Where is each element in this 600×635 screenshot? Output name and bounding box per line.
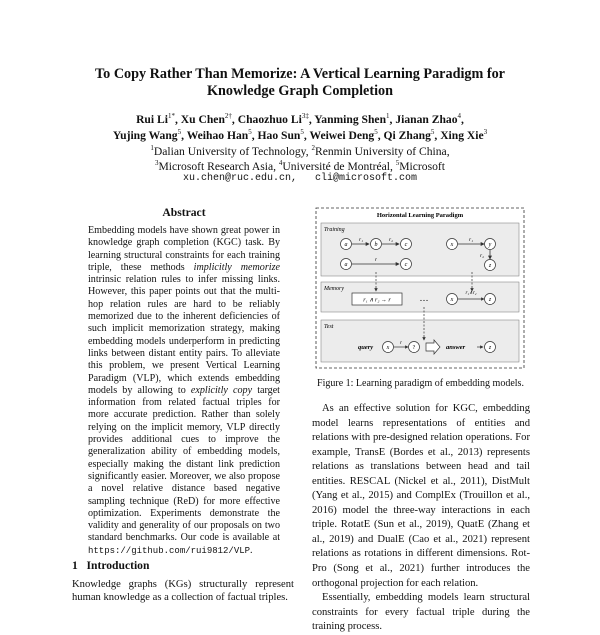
affil-mark: 1 — [150, 144, 154, 153]
intro-body: Knowledge graphs (KGs) structurally represent human knowledge as a collection of factual triples. — [72, 579, 294, 603]
author-name: Yujing Wang — [112, 129, 178, 142]
author-mark: 5 — [248, 128, 252, 137]
title-line-2: Knowledge Graph Completion — [206, 83, 394, 99]
edge-label-r1-x: r₁ — [468, 237, 474, 243]
affil-mark: 2 — [311, 144, 315, 153]
author-name: Qi Zhang — [383, 129, 431, 142]
paragraph-2: Essentially, embedding models learn structural constraints for every factual triple during the training process. — [312, 592, 530, 633]
memory-ellipsis: … — [419, 293, 429, 303]
memory-node-label-z: z — [488, 297, 492, 303]
intro-heading: 1 Introduction — [72, 559, 150, 572]
node-label-a: a — [344, 242, 348, 248]
author-mark: 5 — [300, 128, 304, 137]
edge-label-r: r — [374, 257, 378, 263]
author-mark: 3 — [483, 128, 488, 137]
figure-header: Horizontal Learning Paradigm — [376, 212, 464, 219]
affil-montreal: Université de Montréal, — [282, 159, 396, 173]
author-name: Weihao Han — [186, 129, 249, 142]
affil-microsoft: Microsoft — [399, 159, 445, 173]
node-label-z: z — [488, 263, 492, 269]
affil-mark: 4 — [278, 158, 283, 167]
author-mark: 5 — [177, 128, 182, 137]
author-mark: 2† — [224, 112, 232, 121]
author-name: Hao Sun — [257, 129, 301, 142]
test-node-label-z: z — [488, 345, 492, 351]
node-label-a-2: a — [344, 262, 348, 268]
node-label-c: c — [404, 242, 408, 248]
node-label-b: b — [374, 242, 378, 248]
training-label: Training — [324, 227, 345, 233]
test-node-label-x: x — [386, 345, 390, 351]
test-node-label-q: ? — [412, 345, 416, 351]
affiliation-line-1 — [40, 145, 560, 160]
author-name: Chaozhuo Li — [237, 113, 302, 126]
author-line-1: Rui $Li^{1*}$, Xu Chen$^{2\dagger}$, Chaozhuo $Li^{3\ddagger}$, Yanming Shen$^1$, Jianan Zhao$^4$, — [136, 112, 464, 126]
affil-dalian: Dalian University of Technology, — [153, 145, 312, 158]
paragraph-1: As an effective solution for KGC, embedding model learns representations of entities and relations with pre-designed relation operations. For example, TransE (Bordes et al., 2013) represents relations as translations between head and tail entities. RESCAL (Nickel et al., 2011), DistMult (Yang et al., 2015) and ComplEx (Trouillon et al., 2016) model the three-way interactions in each triple. RotatE (Sun et al., 2019), QuatE (Zhang et al., 2019) and DualE (Cao et al., 2021) represent relations as rotations in different dimensions. Rot-Pro (Song et al., 2021) further introduces the orthogonal projection for each relation. — [312, 403, 530, 589]
abstract-text: . — [250, 544, 253, 556]
abstract-text: Embedding models have shown great power in knowledge graph completion (KGC) task. By learning structural constraints for each training triple, these methods — [88, 225, 280, 273]
author-name: Rui Li — [136, 113, 168, 126]
abstract-body — [88, 225, 280, 557]
author-mark: 1* — [167, 112, 175, 121]
code-link[interactable]: https://github.com/rui9812/VLP — [88, 545, 251, 556]
edge-label-r2-y: r₂ — [479, 253, 485, 259]
node-label-x: x — [450, 242, 454, 248]
author-emails: xu.chen@ruc.edu.cn, cli@microsoft.com — [182, 173, 418, 184]
paper-title — [40, 66, 560, 100]
abstract-emphasis: explicitly copy — [190, 384, 253, 396]
memory-label: Memory — [324, 286, 344, 292]
affil-mark: 3 — [155, 158, 159, 167]
affil-msra: Microsoft Research Asia, — [158, 159, 279, 173]
author-name: Xing Xie — [440, 129, 484, 142]
figure-caption: Figure 1: Learning paradigm of embedding models. — [317, 378, 524, 389]
author-mark: 3‡ — [301, 112, 309, 121]
affil-renmin: Renmin University of China, — [315, 145, 450, 158]
test-query-label: query — [358, 344, 374, 351]
author-line-2: Yujing Wang$^5$, Weihao Han$^5$, Hao Sun$^5$, Weiwei Deng$^5$, Qi Zhang$^5$, Xing Xie$^3$ — [112, 128, 488, 142]
test-edge-label: r — [400, 341, 402, 346]
abstract-text: target information from related factual triples for more accurate prediction. Rather than solely relying on the implicit memory, VLP directly provides additional cues to improve the generalization ability of embedding models, especially making the distant link prediction significantly easier. Moreover, we also propose a novel relative distance based negative sampling technique (ReD) for more effective optimization. Experiments demonstrate the validity and generality of our proposals on two standard benchmarks. Our code is available at — [88, 384, 280, 544]
memory-edge-label: r₁∧r₂ — [465, 291, 477, 296]
edge-label-r1: r₁ — [358, 237, 364, 243]
test-panel — [321, 320, 519, 362]
affil-mark: 5 — [395, 158, 400, 167]
node-label-c-2: c — [404, 262, 408, 268]
author-mark: 5 — [374, 128, 378, 137]
abstract-emphasis: implicitly memorize — [193, 261, 280, 273]
author-mark: 4 — [457, 112, 462, 121]
memory-node-label-x: x — [450, 297, 454, 303]
figure-1 — [312, 204, 529, 372]
title-line-1: To Copy Rather Than Memorize: A Vertical Learning Paradigm for — [95, 66, 505, 82]
memory-rule: r₁ ∧ r₂ → r — [363, 297, 391, 304]
affiliations — [40, 145, 560, 174]
node-label-y: y — [488, 242, 492, 248]
test-label: Test — [324, 324, 334, 330]
author-name: Weiwei Deng — [309, 129, 375, 142]
test-answer-label: answer — [446, 344, 466, 351]
author-mark: 5 — [430, 128, 435, 137]
author-list — [40, 112, 560, 144]
abstract-heading: Abstract — [162, 206, 206, 219]
author-name: Xu Chen — [180, 113, 225, 126]
edge-label-r2: r₂ — [388, 237, 394, 243]
author-name: Yanming Shen — [314, 113, 387, 126]
abstract-text: intrinsic relation rules to infer missing links. However, this paper points out that the multi-hop relation rules are hard to be reliably memorized due to the inherent deficiencies of such implicit memorization strategy, making embedding models underperform in predicting links between distant entity pairs. To alleviate this problem, we present Vertical Learning Paradigm (VLP), which extends embedding models by allowing to — [88, 274, 280, 396]
author-mark: 1 — [386, 112, 390, 121]
author-name: Jianan Zhao — [395, 113, 458, 126]
